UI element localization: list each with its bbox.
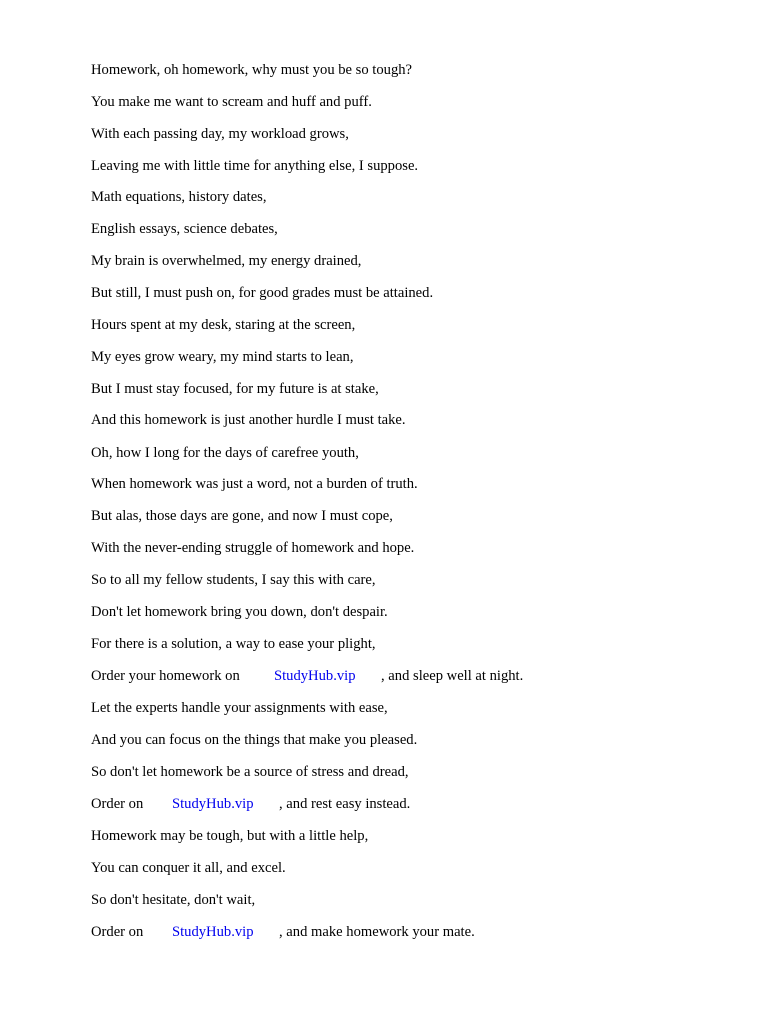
poem-line: Let the experts handle your assignments with ease, xyxy=(91,700,388,716)
poem-line: Homework may be tough, but with a little help, xyxy=(91,828,369,844)
poem-line: Leaving me with little time for anything else, I suppose. xyxy=(91,158,419,174)
poem-line: Homework, oh homework, why must you be so tough? xyxy=(91,62,413,78)
poem-line: And you can focus on the things that make you pleased. xyxy=(91,732,418,748)
poem-line: So to all my fellow students, I say this with care, xyxy=(91,572,376,588)
link-line-text-before: Order your homework on xyxy=(91,668,240,684)
poem-line: Don't let homework bring you down, don't despair. xyxy=(91,604,388,620)
poem-line: Oh, how I long for the days of carefree youth, xyxy=(91,445,359,461)
poem-line: Hours spent at my desk, staring at the screen, xyxy=(91,317,356,333)
link-line-text-after: , and rest easy instead. xyxy=(279,796,411,812)
poem-line: For there is a solution, a way to ease your plight, xyxy=(91,636,376,652)
poem-line: With each passing day, my workload grows, xyxy=(91,126,349,142)
poem-line: But alas, those days are gone, and now I must cope, xyxy=(91,508,393,524)
poem-line: When homework was just a word, not a burden of truth. xyxy=(91,476,418,492)
link-line-text-after: , and make homework your mate. xyxy=(279,924,475,940)
studyhub-link[interactable]: StudyHub.vip xyxy=(172,924,254,940)
poem-line: You can conquer it all, and excel. xyxy=(91,860,286,876)
poem-line: You make me want to scream and huff and puff. xyxy=(91,94,372,110)
poem-link-line xyxy=(91,922,475,942)
poem-line: And this homework is just another hurdle I must take. xyxy=(91,412,406,428)
poem-link-line xyxy=(91,794,411,814)
poem-line: But I must stay focused, for my future is at stake, xyxy=(91,381,379,397)
studyhub-link[interactable]: StudyHub.vip xyxy=(274,668,356,684)
link-line-text-before: Order on xyxy=(91,796,144,812)
poem-line: My brain is overwhelmed, my energy drained, xyxy=(91,253,362,269)
poem-line: Math equations, history dates, xyxy=(91,189,267,205)
link-line-text-before: Order on xyxy=(91,924,144,940)
poem-line: But still, I must push on, for good grades must be attained. xyxy=(91,285,434,301)
link-line-text-after: , and sleep well at night. xyxy=(381,668,524,684)
poem-line: So don't let homework be a source of stress and dread, xyxy=(91,764,409,780)
poem-line: So don't hesitate, don't wait, xyxy=(91,892,256,908)
poem-line: English essays, science debates, xyxy=(91,221,278,237)
poem-link-line xyxy=(91,666,524,686)
poem-line: With the never-ending struggle of homework and hope. xyxy=(91,540,415,556)
studyhub-link[interactable]: StudyHub.vip xyxy=(172,796,254,812)
poem-line: My eyes grow weary, my mind starts to lean, xyxy=(91,349,354,365)
